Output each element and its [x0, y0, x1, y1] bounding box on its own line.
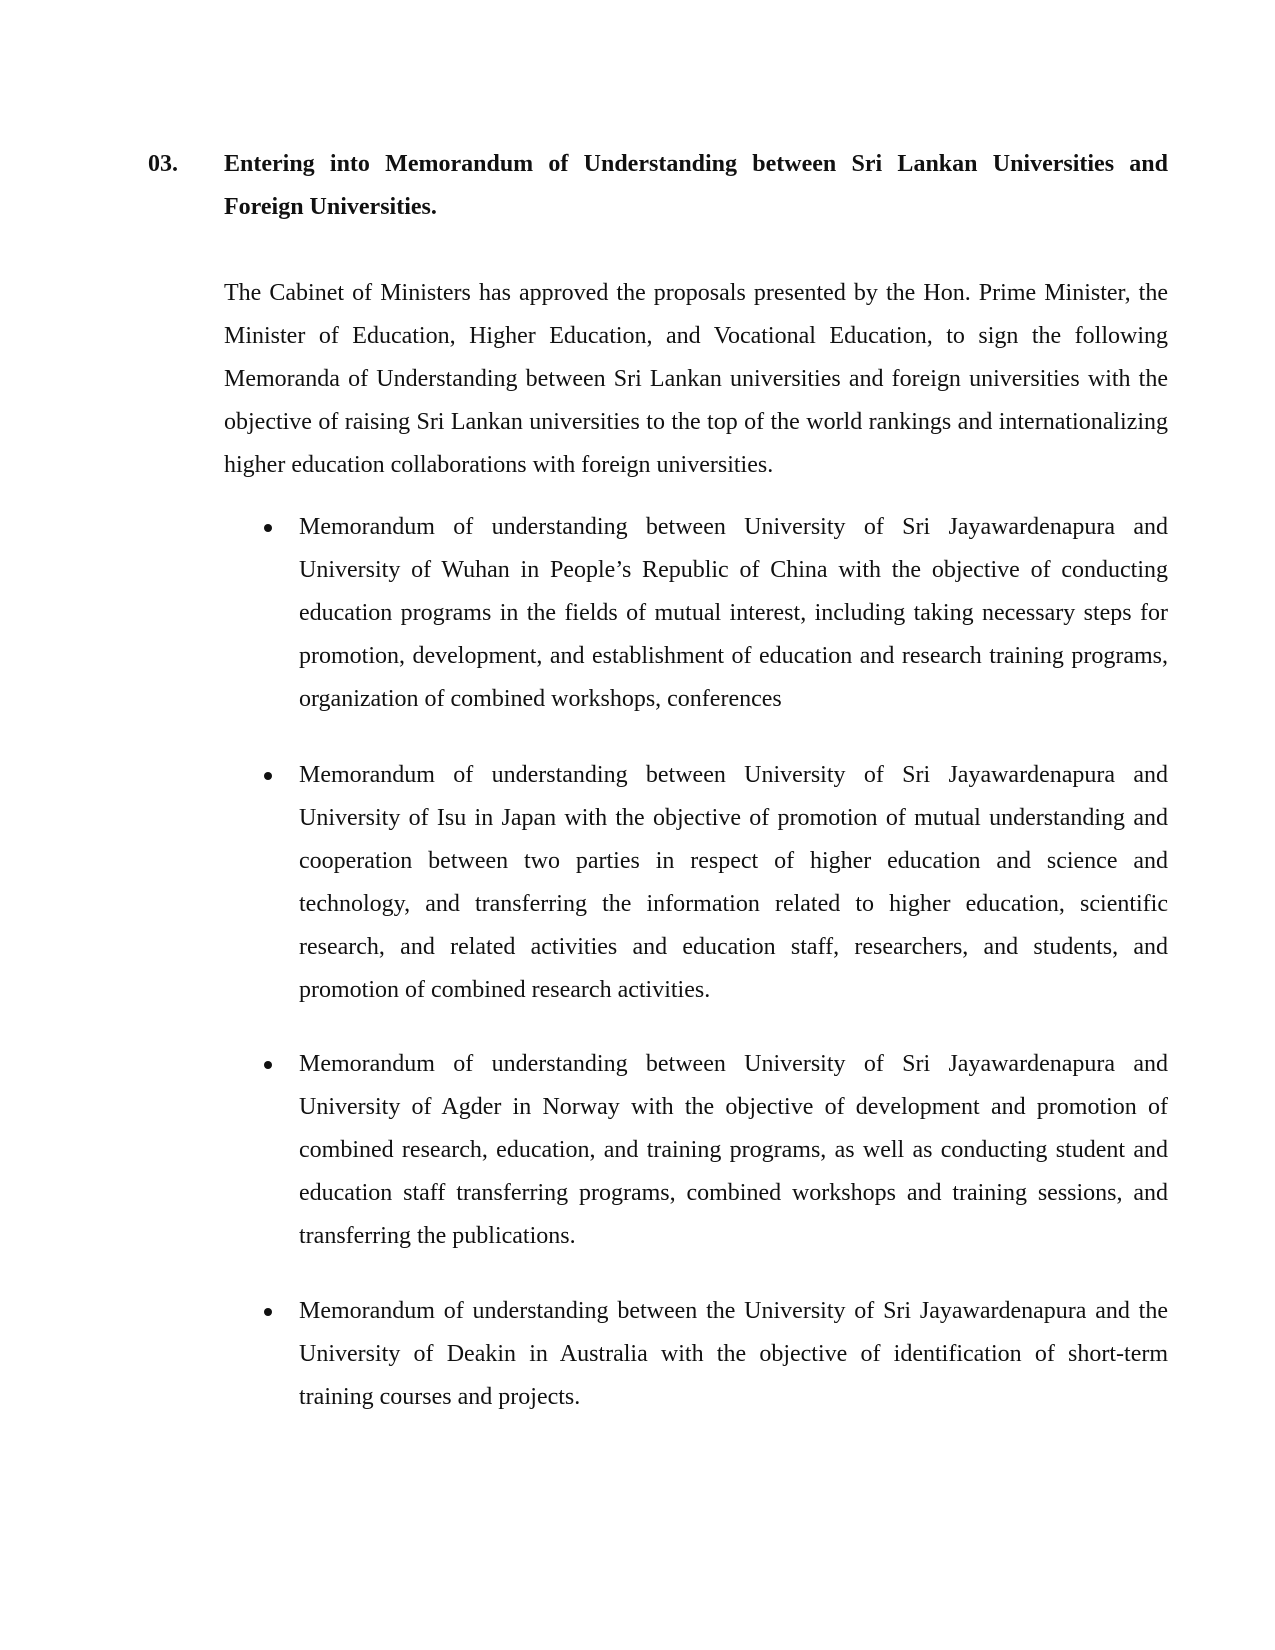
bullet-icon [260, 1290, 299, 1419]
intro-paragraph: The Cabinet of Ministers has approved the proposals presented by the Hon. Prime Minister, the Minister of Education, Higher Education, and Vocational Education, to sign the following Memoranda of Understanding between Sri Lankan universities and foreign universities with the objective of raising Sri Lankan universities to the top of the world rankings and internationalizing higher education collaborations with foreign universities. [224, 280, 1168, 478]
mou-item-deakin [260, 1290, 1168, 1419]
mou-text: Memorandum of understanding between the University of Sri Jayawardenapura and the University of Deakin in Australia with the objective of identification of short-term training courses and projects. [299, 1298, 1168, 1410]
bullet-icon [260, 506, 299, 721]
mou-item-agder [260, 1043, 1168, 1258]
section-number: 03. [148, 151, 178, 177]
mou-text: Memorandum of understanding between University of Sri Jayawardenapura and University of Agder in Norway with the objective of development and promotion of combined research, education, and training programs, as well as conducting student and education staff transferring programs, combined workshops and training sessions, and transferring the publications. [299, 1051, 1168, 1249]
mou-text: Memorandum of understanding between University of Sri Jayawardenapura and University of Isu in Japan with the objective of promotion of mutual understanding and cooperation between two parties in respect of higher education and science and technology, and transferring the information related to higher education, scientific research, and related activities and education staff, researchers, and students, and promotion of combined research activities. [299, 762, 1168, 1003]
section-heading [148, 143, 1168, 229]
mou-item-isu [260, 754, 1168, 1012]
bullet-icon [260, 1043, 299, 1258]
bullet-icon [260, 754, 299, 1012]
mou-item-wuhan [260, 506, 1168, 721]
section-title: Entering into Memorandum of Understanding between Sri Lankan Universities and Foreign Universities. [224, 151, 1168, 220]
mou-text: Memorandum of understanding between University of Sri Jayawardenapura and University of Wuhan in People’s Republic of China with the objective of conducting education programs in the fields of mutual interest, including taking necessary steps for promotion, development, and establishment of education and research training programs, organization of combined workshops, conferences [299, 514, 1168, 712]
